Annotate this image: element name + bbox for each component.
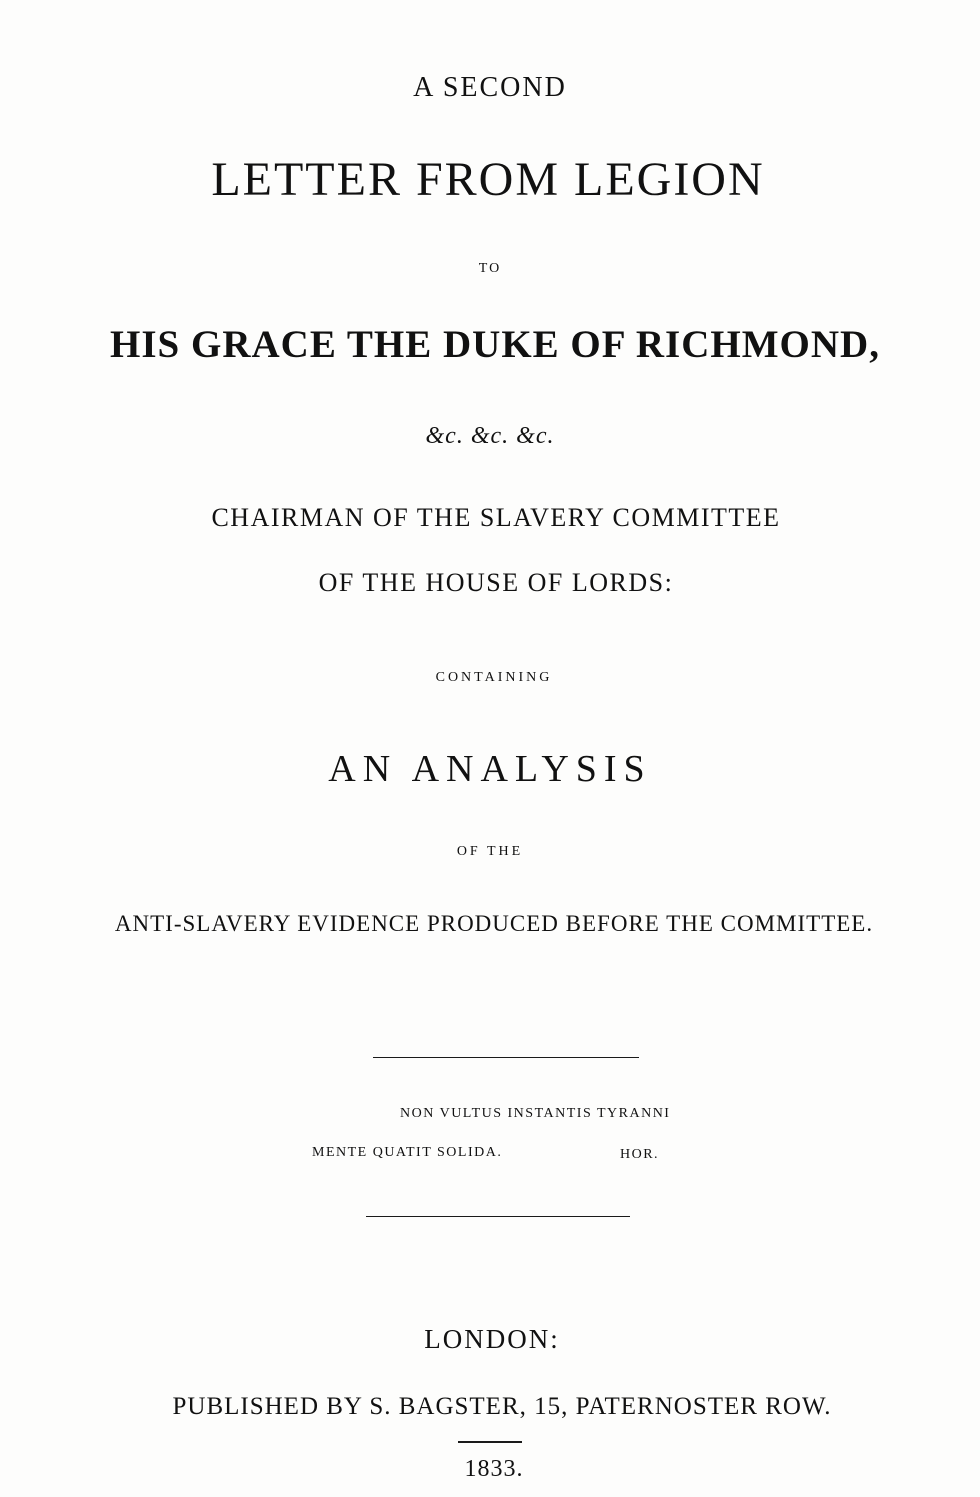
epigraph-attribution: HOR.	[620, 1147, 660, 1162]
etc-line: &c. &c. &c.	[425, 423, 555, 449]
lower-rule	[366, 1216, 630, 1217]
epigraph-line-1: NON VULTUS INSTANTIS TYRANNI	[400, 1106, 671, 1121]
year-rule	[458, 1441, 522, 1443]
position-line-1: CHAIRMAN OF THE SLAVERY COMMITTEE	[211, 503, 781, 532]
of-the-label: OF THE	[456, 844, 524, 859]
subject-heading: AN ANALYSIS	[328, 748, 652, 790]
epigraph-line-2: MENTE QUATIT SOLIDA.	[312, 1145, 503, 1160]
containing-label: CONTAINING	[435, 670, 553, 685]
position-line-2: OF THE HOUSE OF LORDS:	[318, 568, 674, 597]
pre-title: A SECOND	[413, 72, 567, 103]
imprint-publisher: PUBLISHED BY S. BAGSTER, 15, PATERNOSTER ROW.	[172, 1393, 832, 1420]
main-title: LETTER FROM LEGION	[211, 153, 765, 206]
subject-detail: ANTI-SLAVERY EVIDENCE PRODUCED BEFORE THE COMMITTEE.	[114, 911, 874, 936]
imprint-year: 1833.	[464, 1456, 524, 1482]
to-label: TO	[478, 261, 502, 276]
imprint-place: LONDON:	[424, 1324, 560, 1354]
upper-rule	[373, 1057, 639, 1058]
addressee: HIS GRACE THE DUKE OF RICHMOND,	[110, 323, 880, 366]
